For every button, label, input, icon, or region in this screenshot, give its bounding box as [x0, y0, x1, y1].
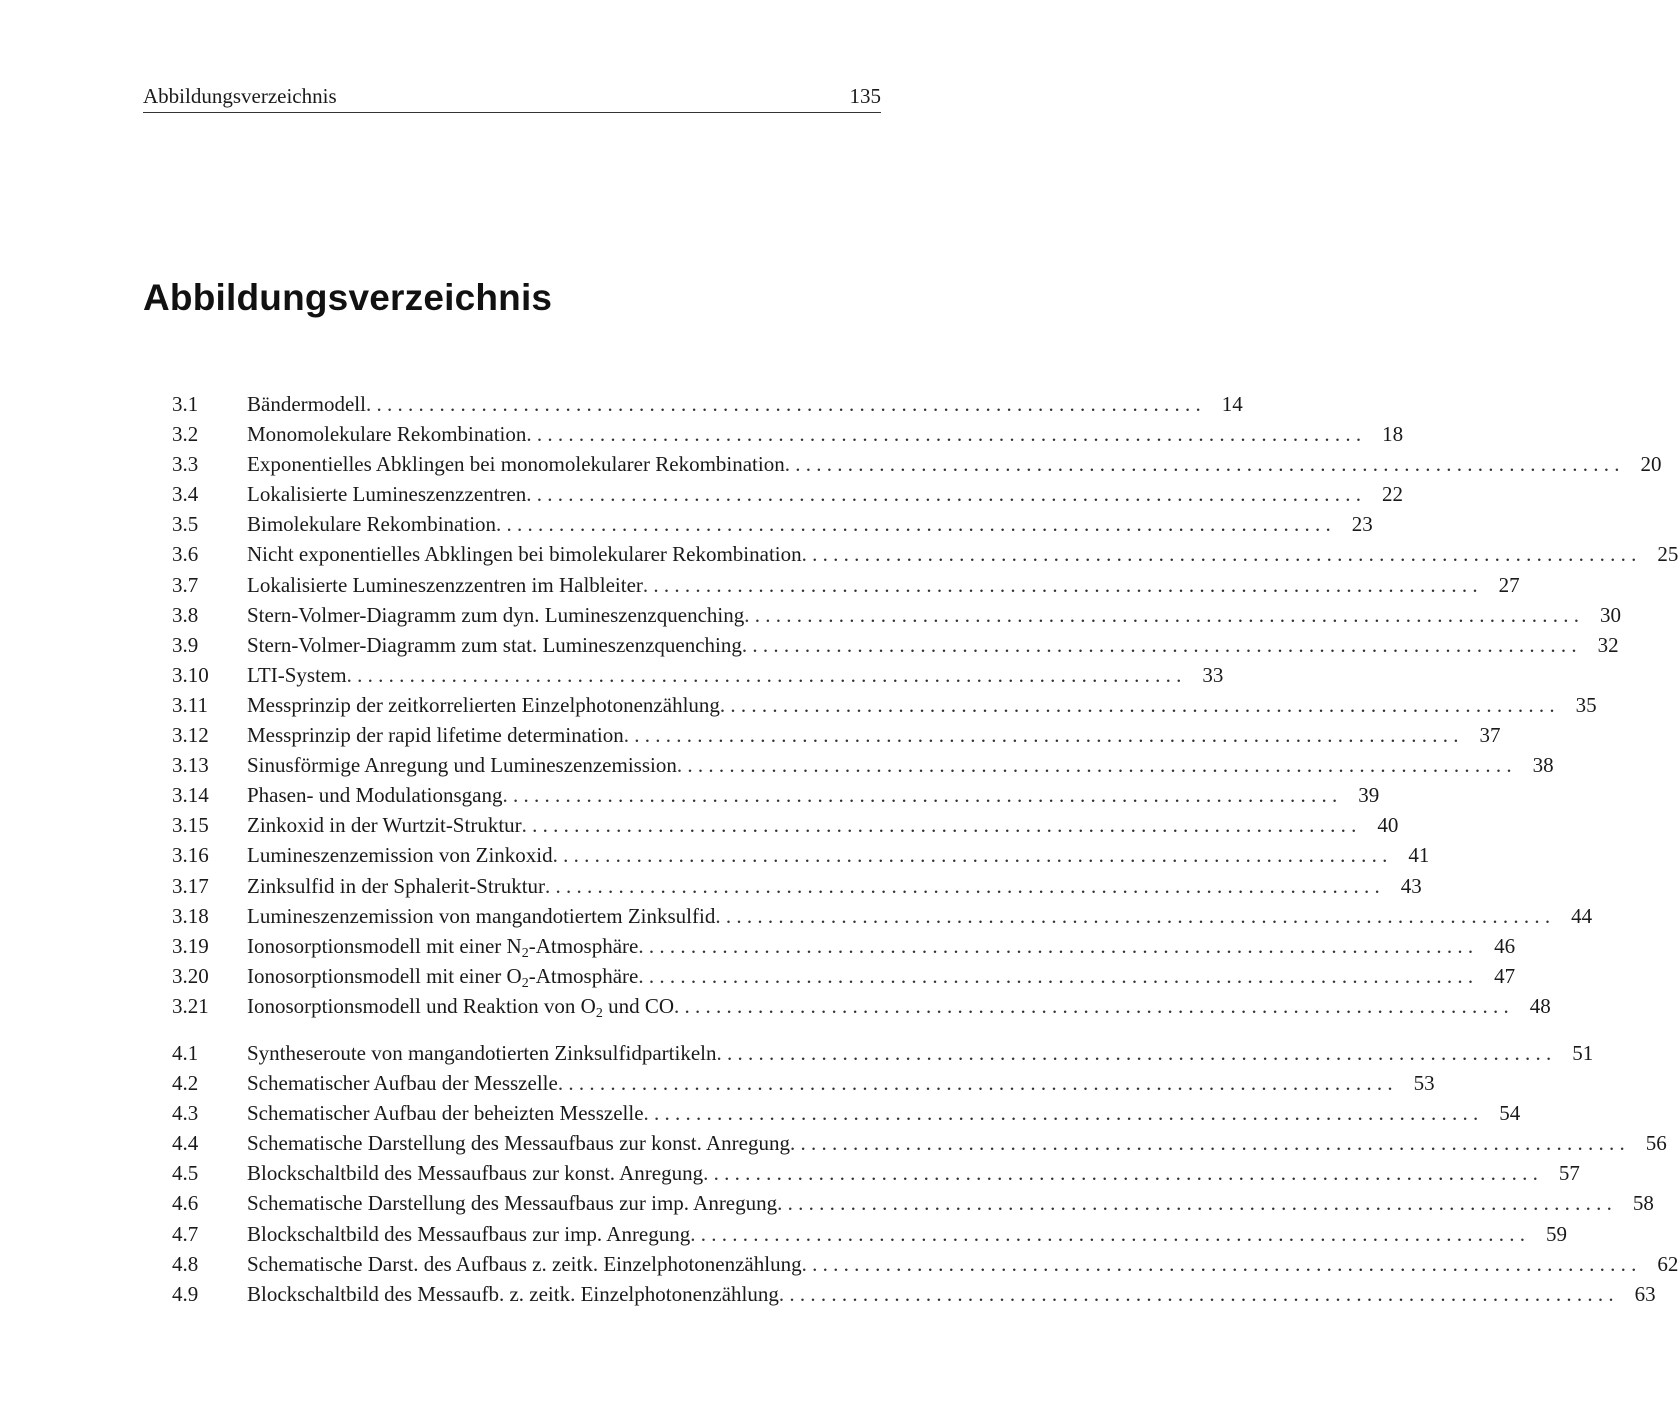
figure-entry-body — [247, 479, 1404, 509]
figure-page-number: 54 — [1499, 1101, 1521, 1126]
figure-caption-text: Blockschaltbild des Messaufbaus zur imp. Anregung — [247, 1221, 691, 1246]
figure-entry-body — [247, 1249, 1678, 1279]
figure-caption-text: Ionosorptionsmodell mit einer O — [247, 963, 522, 988]
figure-entry-body — [247, 810, 1399, 840]
figure-entry-body — [247, 780, 1380, 810]
figure-caption — [247, 660, 347, 690]
figure-entry-body — [247, 570, 1520, 600]
dot-leader: . . . . . . . . . . . . . . . . . . . . . . . . . . . . . . . . . . . . . . . . . . . . . . . . . . . . . . . . . . . . . . . . . . . . . . . . . . . . . . . . — [642, 572, 1478, 597]
figure-caption — [247, 1038, 716, 1068]
figure-caption — [247, 720, 624, 750]
figure-caption-text: Phasen- und Modulationsgang — [247, 783, 503, 808]
figure-caption — [247, 1249, 802, 1279]
figure-page-number: 48 — [1529, 993, 1551, 1018]
figure-caption-text: Schematische Darstellung des Messaufbaus zur konst. Anregung — [247, 1131, 790, 1156]
dot-leader: . . . . . . . . . . . . . . . . . . . . . . . . . . . . . . . . . . . . . . . . . . . . . . . . . . . . . . . . . . . . . . . . . . . . . . . . . . . . . . . . — [526, 482, 1362, 507]
figure-entry-body — [247, 901, 1593, 931]
dot-leader: . . . . . . . . . . . . . . . . . . . . . . . . . . . . . . . . . . . . . . . . . . . . . . . . . . . . . . . . . . . . . . . . . . . . . . . . . . . . . . . . — [777, 1191, 1612, 1216]
figure-page-number: 27 — [1498, 572, 1520, 597]
page-title: Abbildungsverzeichnis — [143, 277, 553, 318]
figure-number: 3.21 — [172, 993, 209, 1018]
figure-entry-body — [247, 931, 1516, 961]
figure-caption-text: Blockschaltbild des Messaufbaus zur konst. Anregung — [247, 1161, 704, 1186]
figure-page-number: 63 — [1634, 1281, 1656, 1306]
figure-caption — [247, 570, 643, 600]
figure-entry-body — [247, 840, 1430, 870]
caption-subscript: 2 — [521, 975, 529, 991]
dot-leader: . . . . . . . . . . . . . . . . . . . . . . . . . . . . . . . . . . . . . . . . . . . . . . . . . . . . . . . . . . . . . . . . . . . . . . . . . . . . . . . . — [638, 933, 1474, 958]
figure-caption-text: Ionosorptionsmodell mit einer N — [247, 933, 522, 958]
figure-number: 3.11 — [172, 692, 208, 717]
figure-number: 3.15 — [172, 813, 209, 838]
figure-entry[interactable] — [172, 389, 1243, 419]
figure-number: 4.6 — [172, 1191, 199, 1216]
dot-leader: . . . . . . . . . . . . . . . . . . . . . . . . . . . . . . . . . . . . . . . . . . . . . . . . . . . . . . . . . . . . . . . . . . . . . . . . . . . . . . . . — [741, 632, 1577, 657]
figure-caption-text: Schematischer Aufbau der beheizten Messzelle — [247, 1101, 644, 1126]
figure-caption-text-suffix: und CO — [602, 993, 674, 1018]
figure-caption-text: Schematischer Aufbau der Messzelle — [247, 1071, 558, 1096]
figure-caption-text: LTI-System — [247, 662, 347, 687]
figure-entry[interactable] — [172, 479, 1404, 509]
figure-caption — [247, 1098, 644, 1128]
dot-leader: . . . . . . . . . . . . . . . . . . . . . . . . . . . . . . . . . . . . . . . . . . . . . . . . . . . . . . . . . . . . . . . . . . . . . . . . . . . . . . . . — [676, 753, 1512, 778]
figure-number: 4.2 — [172, 1071, 199, 1096]
figure-number: 3.5 — [172, 512, 199, 537]
figure-entry-body — [247, 1128, 1667, 1158]
figure-number: 4.5 — [172, 1161, 199, 1186]
figure-entry-body — [247, 630, 1619, 660]
figure-caption-text: Schematische Darstellung des Messaufbaus zur imp. Anregung — [247, 1191, 778, 1216]
figure-caption-text: Ionosorptionsmodell und Reaktion von O — [247, 993, 596, 1018]
figure-page-number: 62 — [1657, 1251, 1678, 1276]
figure-number: 3.1 — [172, 392, 199, 416]
figure-page-number: 38 — [1532, 753, 1554, 778]
figure-caption-text: Lumineszenzemission von mangandotiertem Zinksulfid — [247, 903, 716, 928]
figure-entry[interactable] — [172, 449, 1662, 479]
figure-page-number: 35 — [1575, 692, 1597, 717]
figure-entry[interactable] — [172, 1188, 1654, 1218]
figure-number: 3.4 — [172, 482, 199, 507]
figure-number: 3.6 — [172, 542, 199, 567]
figure-entry-body — [247, 720, 1501, 750]
figure-entry[interactable] — [172, 1068, 1435, 1098]
figure-entry-body — [247, 1279, 1656, 1309]
figure-page-number: 58 — [1632, 1191, 1654, 1216]
figure-caption-text: Lokalisierte Lumineszenzzentren — [247, 482, 527, 507]
figure-entry[interactable] — [172, 750, 1554, 780]
dot-leader: . . . . . . . . . . . . . . . . . . . . . . . . . . . . . . . . . . . . . . . . . . . . . . . . . . . . . . . . . . . . . . . . . . . . . . . . . . . . . . . . — [552, 843, 1388, 868]
figure-number: 4.4 — [172, 1131, 199, 1156]
figure-page-number: 23 — [1351, 512, 1373, 537]
figure-page-number: 22 — [1382, 482, 1404, 507]
figure-page-number: 47 — [1494, 963, 1516, 988]
figure-entry-body — [247, 509, 1373, 539]
figure-number: 3.10 — [172, 662, 209, 687]
figure-entry-body — [247, 871, 1422, 901]
figure-entry-body — [247, 1098, 1521, 1128]
figure-caption-text: Zinksulfid in der Sphalerit-Struktur — [247, 873, 546, 898]
dot-leader: . . . . . . . . . . . . . . . . . . . . . . . . . . . . . . . . . . . . . . . . . . . . . . . . . . . . . . . . . . . . . . . . . . . . . . . . . . . . . . . . — [643, 1101, 1479, 1126]
figure-number: 3.3 — [172, 452, 199, 477]
figure-caption-text: Messprinzip der zeitkorrelierten Einzelphotonenzählung — [247, 692, 720, 717]
figure-entry[interactable] — [172, 1219, 1568, 1249]
figure-caption — [247, 539, 802, 569]
figure-caption-text: Bändermodell — [247, 392, 366, 416]
figure-caption-text: Blockschaltbild des Messaufb. z. zeitk. Einzelphotonenzählung — [247, 1281, 779, 1306]
figure-caption-text: Stern-Volmer-Diagramm zum stat. Lumineszenzquenching — [247, 632, 742, 657]
figure-entry[interactable] — [172, 630, 1619, 660]
figure-caption — [247, 389, 366, 419]
figure-entry[interactable] — [172, 690, 1597, 720]
figure-entry[interactable] — [172, 419, 1404, 449]
dot-leader: . . . . . . . . . . . . . . . . . . . . . . . . . . . . . . . . . . . . . . . . . . . . . . . . . . . . . . . . . . . . . . . . . . . . . . . . . . . . . . . . — [521, 813, 1357, 838]
figure-entry-body — [247, 1038, 1594, 1068]
dot-leader: . . . . . . . . . . . . . . . . . . . . . . . . . . . . . . . . . . . . . . . . . . . . . . . . . . . . . . . . . . . . . . . . . . . . . . . . . . . . . . . . — [784, 452, 1620, 477]
figure-number: 3.17 — [172, 873, 209, 898]
caption-subscript: 2 — [595, 1005, 603, 1021]
figure-number: 3.12 — [172, 723, 209, 748]
figure-number: 3.9 — [172, 632, 199, 657]
dot-leader: . . . . . . . . . . . . . . . . . . . . . . . . . . . . . . . . . . . . . . . . . . . . . . . . . . . . . . . . . . . . . . . . . . . . . . . . . . . . . . . . — [496, 512, 1331, 537]
figure-caption — [247, 840, 553, 870]
figure-page-number: 14 — [1221, 392, 1243, 416]
dot-leader: . . . . . . . . . . . . . . . . . . . . . . . . . . . . . . . . . . . . . . . . . . . . . . . . . . . . . . . . . . . . . . . . . . . . . . . . . . . . . . . . — [778, 1281, 1614, 1306]
dot-leader: . . . . . . . . . . . . . . . . . . . . . . . . . . . . . . . . . . . . . . . . . . . . . . . . . . . . . . . . . . . . . . . . . . . . . . . . . . . . . . . . — [801, 1251, 1637, 1276]
figure-entry[interactable] — [172, 780, 1380, 810]
figure-entry[interactable] — [172, 600, 1621, 630]
figure-caption-text: Schematische Darst. des Aufbaus z. zeitk. Einzelphotonenzählung — [247, 1251, 802, 1276]
figure-number: 4.8 — [172, 1251, 199, 1276]
figure-entry-body — [247, 961, 1516, 991]
figure-entry[interactable] — [172, 901, 1593, 931]
dot-leader: . . . . . . . . . . . . . . . . . . . . . . . . . . . . . . . . . . . . . . . . . . . . . . . . . . . . . . . . . . . . . . . . . . . . . . . . . . . . . . . . — [638, 963, 1474, 988]
figure-number: 3.2 — [172, 422, 199, 447]
figure-caption — [247, 750, 677, 780]
figure-entry[interactable] — [172, 871, 1422, 901]
figure-page-number: 18 — [1382, 422, 1404, 447]
figure-entry[interactable] — [172, 720, 1501, 750]
figure-caption-text: Zinkoxid in der Wurtzit-Struktur — [247, 813, 522, 838]
figure-number: 3.8 — [172, 602, 199, 627]
running-head — [143, 84, 881, 113]
figure-caption — [247, 1188, 777, 1218]
figure-entry[interactable] — [172, 1158, 1580, 1188]
dot-leader: . . . . . . . . . . . . . . . . . . . . . . . . . . . . . . . . . . . . . . . . . . . . . . . . . . . . . . . . . . . . . . . . . . . . . . . . . . . . . . . . — [703, 1161, 1538, 1186]
figure-page-number: 59 — [1546, 1221, 1568, 1246]
figure-caption-text: Nicht exponentielles Abklingen bei bimolekularer Rekombination — [247, 542, 802, 567]
figure-entry-body — [247, 1068, 1435, 1098]
figure-caption — [247, 1158, 703, 1188]
figure-entry-body — [247, 1158, 1580, 1188]
figure-number: 3.20 — [172, 963, 209, 988]
figure-caption — [247, 1068, 558, 1098]
figure-caption — [247, 449, 785, 479]
figure-number: 4.3 — [172, 1101, 199, 1126]
figure-page-number: 53 — [1413, 1071, 1435, 1096]
list-of-figures — [172, 389, 1678, 1309]
figure-entry-body — [247, 419, 1404, 449]
figure-entry[interactable] — [172, 509, 1373, 539]
figure-entry[interactable] — [172, 1249, 1678, 1279]
figure-entry-body — [247, 660, 1224, 690]
figure-caption — [247, 961, 638, 991]
figure-caption-text: Sinusförmige Anregung und Lumineszenzemission — [247, 753, 677, 778]
figure-caption-text: Lokalisierte Lumineszenzzentren im Halbleiter — [247, 572, 643, 597]
figure-page-number: 56 — [1645, 1131, 1667, 1156]
figure-caption-text: Messprinzip der rapid lifetime determination — [247, 723, 624, 748]
figure-entry[interactable] — [172, 931, 1516, 961]
dot-leader: . . . . . . . . . . . . . . . . . . . . . . . . . . . . . . . . . . . . . . . . . . . . . . . . . . . . . . . . . . . . . . . . . . . . . . . . . . . . . . . . — [719, 692, 1555, 717]
figure-caption-text: Exponentielles Abklingen bei monomolekularer Rekombination — [247, 452, 785, 477]
dot-leader: . . . . . . . . . . . . . . . . . . . . . . . . . . . . . . . . . . . . . . . . . . . . . . . . . . . . . . . . . . . . . . . . . . . . . . . . . . . . . . . . — [744, 602, 1579, 627]
figure-number: 3.19 — [172, 933, 209, 958]
dot-leader: . . . . . . . . . . . . . . . . . . . . . . . . . . . . . . . . . . . . . . . . . . . . . . . . . . . . . . . . . . . . . . . . . . . . . . . . . . . . . . . . — [715, 903, 1551, 928]
figure-page-number: 39 — [1358, 783, 1380, 808]
figure-page-number: 44 — [1571, 903, 1593, 928]
figure-entry[interactable] — [172, 991, 1551, 1021]
figure-caption — [247, 991, 674, 1021]
dot-leader: . . . . . . . . . . . . . . . . . . . . . . . . . . . . . . . . . . . . . . . . . . . . . . . . . . . . . . . . . . . . . . . . . . . . . . . . . . . . . . . . — [526, 422, 1362, 447]
figure-number: 3.14 — [172, 783, 209, 808]
figure-page-number: 37 — [1479, 723, 1501, 748]
figure-page-number: 33 — [1202, 662, 1224, 687]
figure-caption — [247, 810, 522, 840]
figure-number: 3.13 — [172, 753, 209, 778]
dot-leader: . . . . . . . . . . . . . . . . . . . . . . . . . . . . . . . . . . . . . . . . . . . . . . . . . . . . . . . . . . . . . . . . . . . . . . . . . . . . . . . . — [545, 873, 1380, 898]
figure-number: 4.1 — [172, 1040, 199, 1065]
dot-leader: . . . . . . . . . . . . . . . . . . . . . . . . . . . . . . . . . . . . . . . . . . . . . . . . . . . . . . . . . . . . . . . . . . . . . . . . . . . . . . . . — [623, 723, 1459, 748]
dot-leader: . . . . . . . . . . . . . . . . . . . . . . . . . . . . . . . . . . . . . . . . . . . . . . . . . . . . . . . . . . . . . . . . . . . . . . . . . . . . . . . . — [801, 542, 1637, 567]
figure-page-number: 43 — [1400, 873, 1422, 898]
figure-page-number: 40 — [1377, 813, 1399, 838]
figure-entry[interactable] — [172, 570, 1520, 600]
figure-caption — [247, 931, 638, 961]
figure-page-number: 25 — [1657, 542, 1678, 567]
figure-caption — [247, 1128, 790, 1158]
figure-entry-body — [247, 991, 1551, 1021]
dot-leader: . . . . . . . . . . . . . . . . . . . . . . . . . . . . . . . . . . . . . . . . . . . . . . . . . . . . . . . . . . . . . . . . . . . . . . . . . . . . . . . . — [557, 1071, 1393, 1096]
figure-entry-body — [247, 449, 1662, 479]
figure-page-number: 41 — [1408, 843, 1430, 868]
figure-entry[interactable] — [172, 1128, 1667, 1158]
figure-caption-text: Syntheseroute von mangandotierten Zinksulfidpartikeln — [247, 1040, 717, 1065]
figure-number: 4.9 — [172, 1281, 199, 1306]
figure-entry[interactable] — [172, 840, 1430, 870]
figure-number: 3.16 — [172, 843, 209, 868]
figure-caption — [247, 479, 526, 509]
dot-leader: . . . . . . . . . . . . . . . . . . . . . . . . . . . . . . . . . . . . . . . . . . . . . . . . . . . . . . . . . . . . . . . . . . . . . . . . . . . . . . . . — [346, 662, 1182, 687]
dot-leader: . . . . . . . . . . . . . . . . . . . . . . . . . . . . . . . . . . . . . . . . . . . . . . . . . . . . . . . . . . . . . . . . . . . . . . . . . . . . . . . . — [789, 1131, 1625, 1156]
figure-caption — [247, 901, 715, 931]
running-title: Abbildungsverzeichnis — [143, 84, 337, 108]
figure-page-number: 30 — [1599, 602, 1621, 627]
caption-subscript: 2 — [521, 945, 529, 961]
dot-leader: . . . . . . . . . . . . . . . . . . . . . . . . . . . . . . . . . . . . . . . . . . . . . . . . . . . . . . . . . . . . . . . . . . . . . . . . . . . . . . . . — [690, 1221, 1526, 1246]
figure-entry-body — [247, 539, 1678, 569]
figure-entry[interactable] — [172, 539, 1678, 569]
figure-caption — [247, 871, 545, 901]
figure-page-number: 46 — [1494, 933, 1516, 958]
figure-caption — [247, 419, 526, 449]
figure-number: 3.18 — [172, 903, 209, 928]
figure-entry[interactable] — [172, 1279, 1656, 1309]
figure-entry[interactable] — [172, 961, 1516, 991]
figure-entry[interactable] — [172, 660, 1224, 690]
figure-caption — [247, 600, 744, 630]
figure-caption — [247, 780, 502, 810]
figure-entry-body — [247, 600, 1621, 630]
figure-caption — [247, 630, 742, 660]
figure-caption — [247, 1219, 690, 1249]
figure-page-number: 32 — [1597, 632, 1619, 657]
group-spacer — [172, 1021, 882, 1038]
figure-entry-body — [247, 690, 1597, 720]
figure-entry-body — [247, 750, 1554, 780]
figure-entry[interactable] — [172, 810, 1399, 840]
figure-caption — [247, 1279, 779, 1309]
figure-entry-body — [247, 1219, 1568, 1249]
figure-number: 4.7 — [172, 1221, 199, 1246]
figure-entry[interactable] — [172, 1038, 1594, 1068]
figure-entry[interactable] — [172, 1098, 1521, 1128]
dot-leader: . . . . . . . . . . . . . . . . . . . . . . . . . . . . . . . . . . . . . . . . . . . . . . . . . . . . . . . . . . . . . . . . . . . . . . . . . . . . . . . . — [716, 1040, 1552, 1065]
figure-page-number: 51 — [1572, 1040, 1594, 1065]
figure-page-number: 57 — [1558, 1161, 1580, 1186]
page-number: 135 — [849, 84, 881, 108]
figure-entry-body — [247, 1188, 1654, 1218]
dot-leader: . . . . . . . . . . . . . . . . . . . . . . . . . . . . . . . . . . . . . . . . . . . . . . . . . . . . . . . . . . . . . . . . . . . . . . . . . . . . . . . . — [502, 783, 1338, 808]
figure-caption-text: Lumineszenzemission von Zinkoxid — [247, 843, 553, 868]
figure-caption-text: Stern-Volmer-Diagramm zum dyn. Lumineszenzquenching — [247, 602, 745, 627]
dot-leader: . . . . . . . . . . . . . . . . . . . . . . . . . . . . . . . . . . . . . . . . . . . . . . . . . . . . . . . . . . . . . . . . . . . . . . . . . . . . . . . . — [365, 392, 1201, 416]
figure-caption-text-suffix: -Atmosphäre — [528, 933, 639, 958]
figure-entry-body — [247, 389, 1243, 419]
figure-caption — [247, 509, 496, 539]
figure-caption-text: Monomolekulare Rekombination — [247, 422, 527, 447]
figure-caption-text: Bimolekulare Rekombination — [247, 512, 497, 537]
figure-caption-text-suffix: -Atmosphäre — [528, 963, 639, 988]
figure-caption — [247, 690, 720, 720]
figure-number: 3.7 — [172, 572, 199, 597]
figure-page-number: 20 — [1640, 452, 1662, 477]
dot-leader: . . . . . . . . . . . . . . . . . . . . . . . . . . . . . . . . . . . . . . . . . . . . . . . . . . . . . . . . . . . . . . . . . . . . . . . . . . . . . . . . — [674, 993, 1509, 1018]
